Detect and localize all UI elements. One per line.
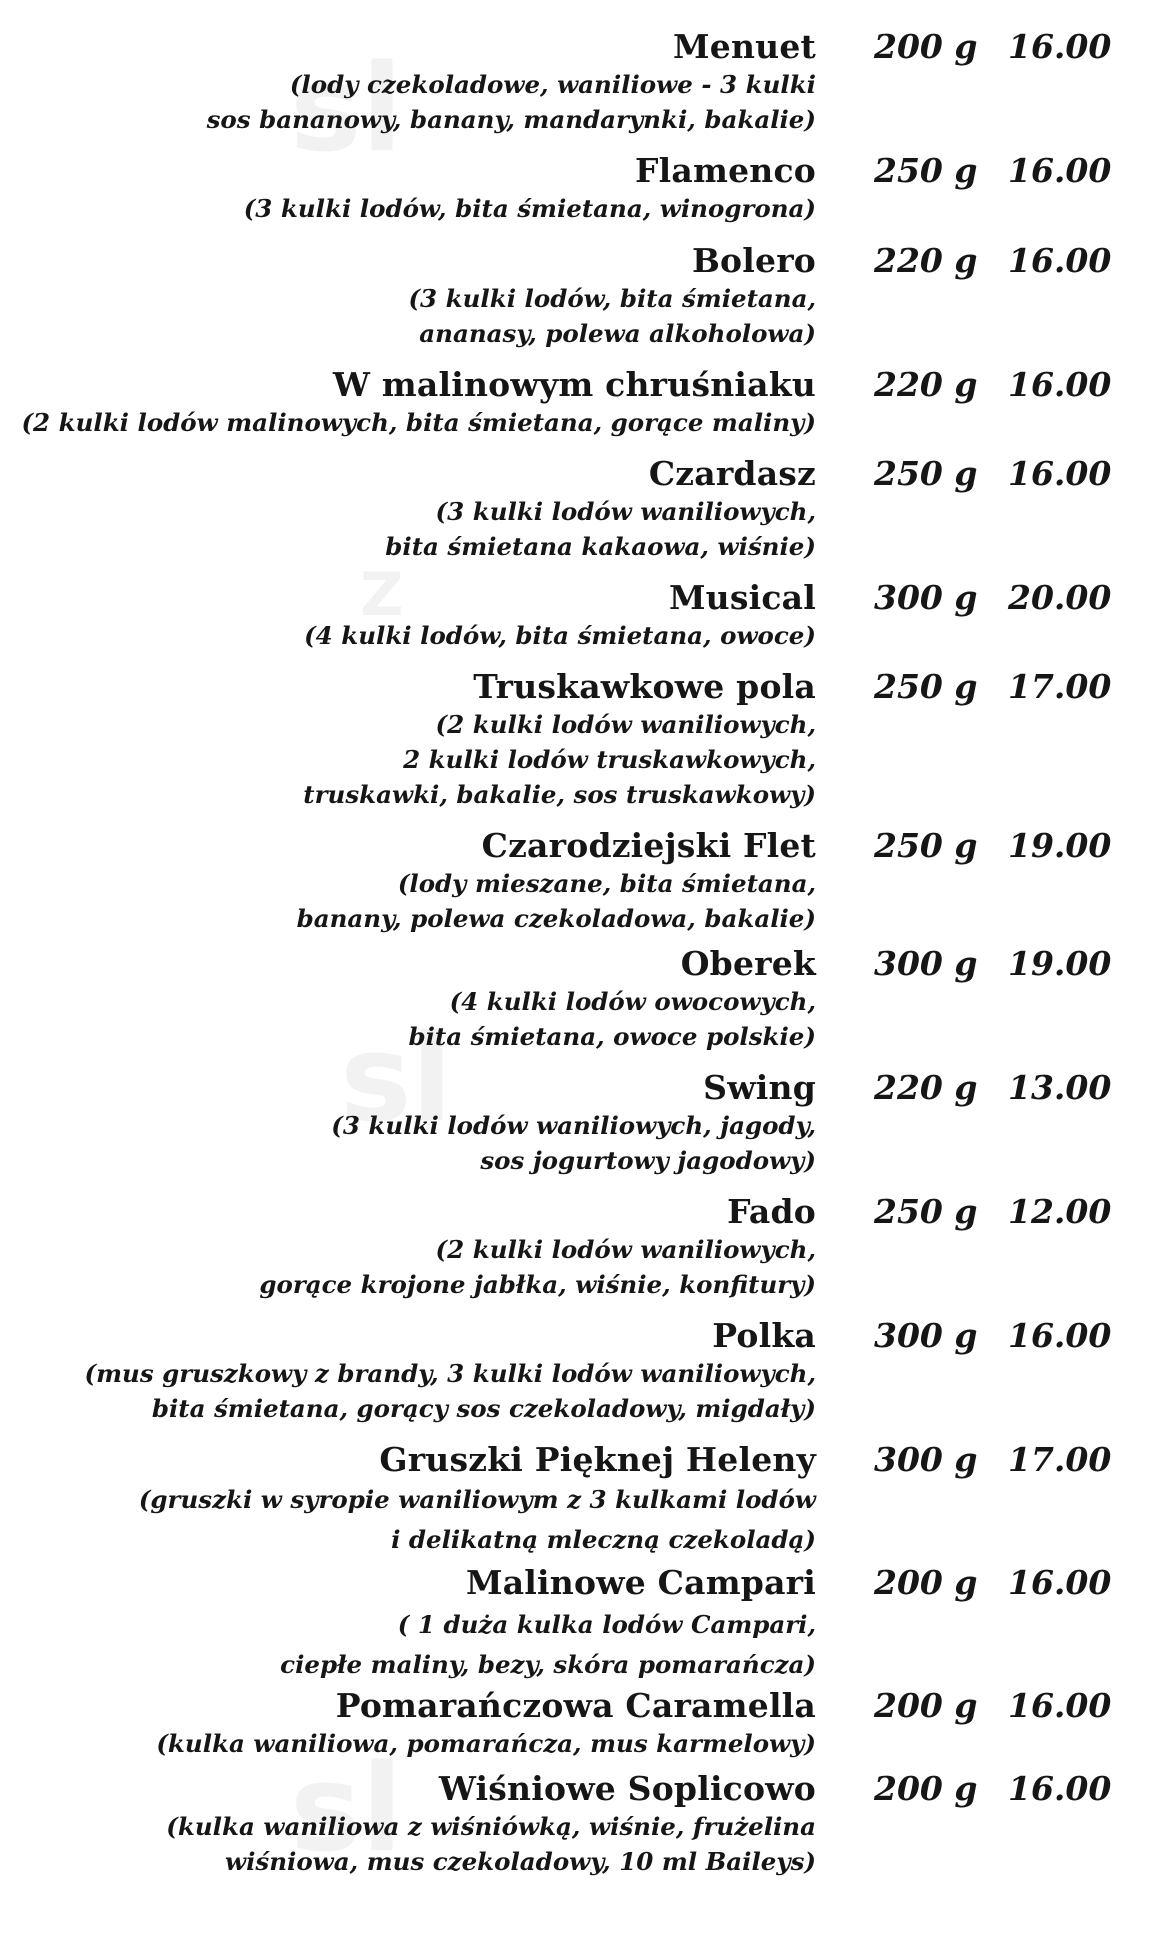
description-line: ciepłe maliny, bezy, skóra pomarańcza) (280, 1650, 816, 1679)
item-price: 16.00 (1008, 1769, 1112, 1808)
item-weight: 200 g (874, 1686, 978, 1725)
item-description (303, 707, 816, 812)
item-price: 16.00 (1008, 241, 1112, 280)
watermark: sl (290, 1740, 403, 1879)
description-line: (3 kulki lodów waniliowych, (435, 497, 816, 526)
item-price: 16.00 (1008, 454, 1112, 493)
item-weight: 220 g (874, 365, 978, 404)
description-line: banany, polewa czekoladowa, bakalie) (296, 904, 816, 933)
watermark: Z (360, 560, 404, 630)
item-name: Wiśniowe Soplicowo (438, 1769, 816, 1808)
item-description (385, 494, 816, 564)
item-name: Polka (712, 1316, 816, 1355)
item-name: Flamenco (635, 151, 816, 190)
item-name: Czardasz (648, 454, 816, 493)
description-line: gorące krojone jabłka, wiśnie, konfitury) (259, 1270, 816, 1299)
item-weight: 250 g (874, 151, 978, 190)
item-price: 16.00 (1008, 1316, 1112, 1355)
item-description (304, 618, 816, 653)
description-line: (3 kulki lodów waniliowych, jagody, (331, 1111, 816, 1140)
description-line: (gruszki w syropie waniliowym z 3 kulkami lodów (138, 1485, 816, 1514)
item-weight: 200 g (874, 27, 978, 66)
item-weight: 200 g (874, 1563, 978, 1602)
description-line: bita śmietana, gorący sos czekoladowy, migdały) (151, 1394, 816, 1423)
item-name: Pomarańczowa Caramella (335, 1686, 816, 1725)
description-line: (kulka waniliowa z wiśniówką, wiśnie, frużelina (166, 1812, 816, 1841)
item-description (259, 1232, 816, 1302)
item-weight: 250 g (874, 454, 978, 493)
item-description (139, 1480, 816, 1560)
item-description (85, 1356, 816, 1426)
item-description (408, 984, 816, 1054)
description-line: (4 kulki lodów owocowych, (449, 987, 816, 1016)
item-weight: 250 g (874, 667, 978, 706)
item-price: 19.00 (1008, 944, 1112, 983)
item-price: 13.00 (1008, 1068, 1112, 1107)
item-name: Swing (703, 1068, 816, 1107)
item-price: 16.00 (1008, 1563, 1112, 1602)
item-description (280, 1605, 816, 1685)
item-price: 19.00 (1008, 826, 1112, 865)
item-weight: 250 g (874, 826, 978, 865)
item-price: 20.00 (1008, 578, 1112, 617)
item-weight: 300 g (874, 1316, 978, 1355)
item-weight: 250 g (874, 1192, 978, 1231)
description-line: (2 kulki lodów malinowych, bita śmietana, gorące maliny) (21, 408, 816, 437)
item-name: Gruszki Pięknej Heleny (379, 1440, 816, 1479)
item-name: Menuet (673, 27, 816, 66)
item-price: 16.00 (1008, 365, 1112, 404)
item-description (297, 866, 816, 936)
item-price: 12.00 (1008, 1192, 1112, 1231)
description-line: (lody czekoladowe, waniliowe - 3 kulki (289, 70, 816, 99)
description-line: truskawki, bakalie, sos truskawkowy) (303, 780, 816, 809)
description-line: ananasy, polewa alkoholowa) (419, 319, 816, 348)
description-line: (4 kulki lodów, bita śmietana, owoce) (304, 621, 816, 650)
item-price: 16.00 (1008, 27, 1112, 66)
description-line: (3 kulki lodów, bita śmietana, (408, 284, 816, 313)
description-line: (lody mieszane, bita śmietana, (397, 869, 816, 898)
item-price: 17.00 (1008, 667, 1112, 706)
item-name: Oberek (680, 944, 816, 983)
description-line: sos bananowy, banany, mandarynki, bakalie) (206, 105, 816, 134)
item-name: W malinowym chruśniaku (332, 365, 816, 404)
description-line: ( 1 duża kulka lodów Campari, (397, 1610, 816, 1639)
item-price: 16.00 (1008, 151, 1112, 190)
description-line: (2 kulki lodów waniliowych, (435, 1235, 816, 1264)
item-description (331, 1108, 816, 1178)
item-description (408, 281, 816, 351)
description-line: (kulka waniliowa, pomarańcza, mus karmelowy) (156, 1729, 816, 1758)
item-weight: 200 g (874, 1769, 978, 1808)
description-line: (2 kulki lodów waniliowych, (435, 710, 816, 739)
item-weight: 300 g (874, 944, 978, 983)
item-name: Musical (668, 578, 816, 617)
description-line: bita śmietana, owoce polskie) (408, 1022, 816, 1051)
description-line: (3 kulki lodów, bita śmietana, winogrona) (243, 194, 816, 223)
item-name: Truskawkowe pola (473, 667, 816, 706)
item-description (166, 1809, 816, 1879)
item-price: 17.00 (1008, 1440, 1112, 1479)
watermark: sl (340, 1010, 453, 1149)
item-description (244, 191, 816, 226)
description-line: (mus gruszkowy z brandy, 3 kulki lodów waniliowych, (84, 1359, 816, 1388)
description-line: sos jogurtowy jagodowy) (480, 1146, 816, 1175)
item-weight: 300 g (874, 1440, 978, 1479)
item-price: 16.00 (1008, 1686, 1112, 1725)
watermark: sl (290, 40, 403, 179)
item-description (156, 1726, 816, 1761)
description-line: bita śmietana kakaowa, wiśnie) (385, 532, 816, 561)
item-weight: 220 g (874, 1068, 978, 1107)
item-name: Czarodziejski Flet (481, 826, 816, 865)
item-name: Fado (727, 1192, 816, 1231)
item-description (207, 67, 816, 137)
description-line: 2 kulki lodów truskawkowych, (403, 745, 816, 774)
item-weight: 300 g (874, 578, 978, 617)
item-name: Bolero (691, 241, 816, 280)
description-line: i delikatną mleczną czekoladą) (391, 1525, 816, 1554)
item-name: Malinowe Campari (465, 1563, 816, 1602)
item-weight: 220 g (874, 241, 978, 280)
item-description (21, 405, 816, 440)
description-line: wiśniowa, mus czekoladowy, 10 ml Baileys) (225, 1847, 816, 1876)
